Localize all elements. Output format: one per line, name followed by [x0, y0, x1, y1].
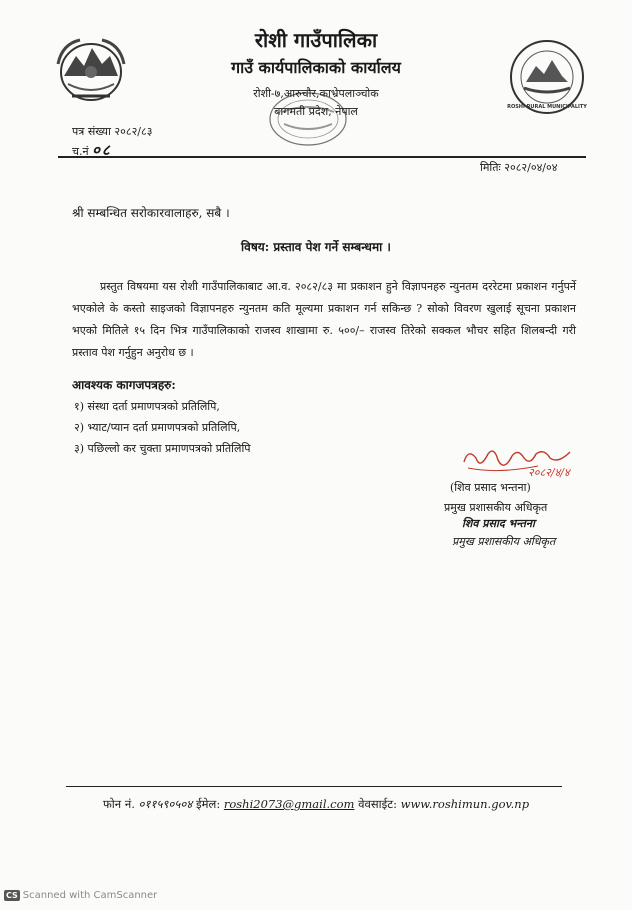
- letter-body: प्रस्तुत विषयमा यस रोशी गाउँपालिकाबाट आ.व. २०८२/८३ मा प्रकाशन हुने विज्ञापनहरु न्युनतम दररेटमा प्रकाशन गर्नुपर्ने भएकोले के कस्तो साइजको विज्ञापनहरु न्युनतम कति मूल्यमा प्रकाशन गर्न सकिन्छ ? सोको विवरण खुलाई सूचना प्रकाशन भएको मितिले १५ दिन भित्र गाउँपालिकाको राजस्व शाखामा रु. ५००/– राजस्व तिरेको सक्कल भौचर सहित शिलबन्दी गरी प्रस्ताव पेश गर्नुहुन अनुरोध छ ।: [72, 280, 576, 359]
- header-divider: [58, 156, 586, 158]
- signature-date: २०८२/४/४: [528, 466, 570, 479]
- email-label: ईमेल:: [196, 797, 221, 811]
- scanner-text: Scanned with CamScanner: [22, 890, 158, 901]
- signer-stamp-name: शिव प्रसाद भन्तना: [462, 517, 535, 530]
- office-address: रोशी-७,आरुचौर,काभ्रेपलाञ्चोक: [253, 87, 379, 100]
- signer-title: प्रमुख प्रशासकीय अधिकृत: [444, 501, 548, 514]
- handwritten-signature: [458, 444, 578, 484]
- camscanner-icon: CS: [6, 891, 18, 900]
- phone-number: ०११५९०५०४: [138, 797, 193, 811]
- list-item: २) भ्याट/प्यान दर्ता प्रमाणपत्रको प्रतिलिपि,: [74, 421, 241, 434]
- dispatch-label: च.नं: [72, 145, 89, 158]
- scanner-watermark: [4, 890, 157, 901]
- signer-stamp-title: प्रमुख प्रशासकीय अधिकृत: [452, 535, 556, 548]
- dispatch-value: ०८: [92, 141, 112, 159]
- footer-divider: [66, 786, 562, 787]
- recipient-line: श्री सम्बन्धित सरोकारवालाहरु, सबै ।: [72, 206, 230, 220]
- list-item: १) संस्था दर्ता प्रमाणपत्रको प्रतिलिपि,: [74, 400, 220, 413]
- phone-label: फोन नं.: [102, 797, 135, 811]
- subject-line: विषय: प्रस्ताव पेश गर्ने सम्बन्धमा ।: [241, 240, 391, 254]
- letter-date: मितिः २०८२/०४/०४: [480, 161, 558, 174]
- office-name: गाउँ कार्यपालिकाको कार्यालय: [231, 58, 401, 77]
- list-item: ३) पछिल्लो कर चुक्ता प्रमाणपत्रको प्रतिलिपि: [74, 442, 251, 455]
- required-docs-list: [74, 396, 251, 459]
- website-link[interactable]: www.roshimun.gov.np: [400, 797, 530, 811]
- right-logo-text: ROSHI RURAL MUNICIPALITY: [507, 104, 587, 110]
- required-docs-heading: आवश्यक कागजपत्रहरु:: [72, 378, 176, 392]
- office-province: बागमती प्रदेश, नेपाल: [274, 105, 358, 118]
- email-link[interactable]: roshi2073@gmail.com: [223, 797, 355, 811]
- org-name: रोशी गाउँपालिका: [254, 28, 378, 52]
- signer-name: (शिव प्रसाद भन्तना): [450, 481, 531, 494]
- website-label: वेवसाईट:: [358, 797, 397, 811]
- reference-number: पत्र संख्या २०८२/८३: [72, 125, 153, 138]
- footer-contact: [0, 797, 632, 812]
